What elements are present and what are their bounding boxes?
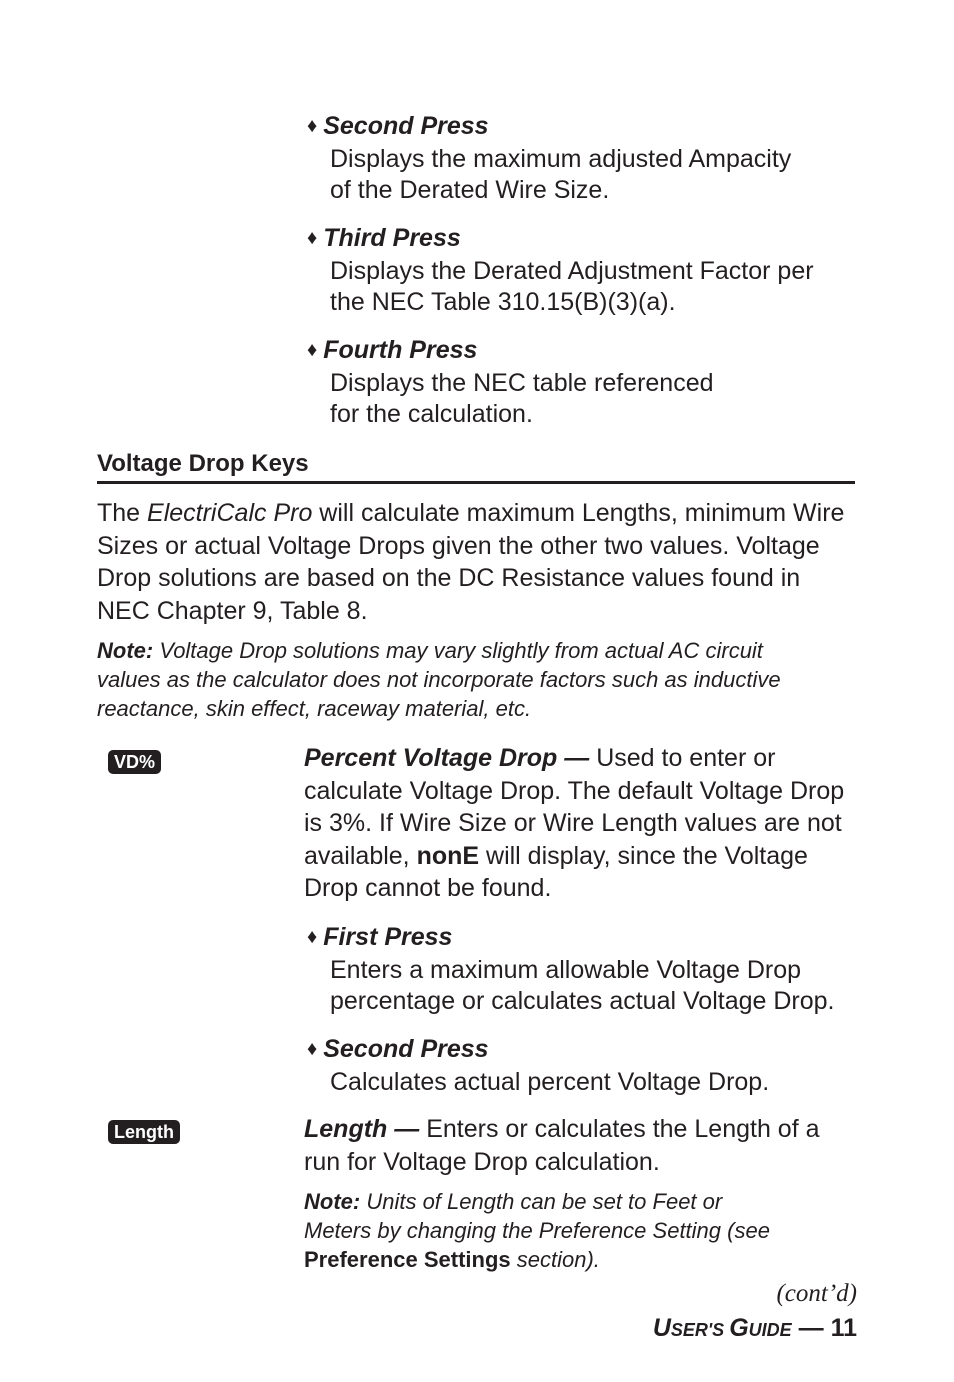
press-item-second-vd — [307, 1034, 769, 1098]
diamond-bullet-icon: ♦ — [307, 926, 318, 948]
note-label: Note: — [97, 638, 154, 663]
press-item-third — [307, 223, 814, 318]
length-note: Note: Units of Length can be set to Feet or Meters by changing the Preference Setting (see Preference Settings section). — [304, 1189, 770, 1272]
press-label: Second Press — [323, 112, 489, 140]
length-key-icon: Length — [108, 1120, 180, 1144]
note-paragraph: Note: Voltage Drop solutions may vary slightly from actual AC circuit values as the calculator does not incorporate factors such as inductive reactance, skin effect, raceway material, etc. — [97, 638, 781, 721]
page-number: 11 — [830, 1314, 857, 1342]
press-text-line: Enters a maximum allowable Voltage Drop — [330, 956, 802, 984]
press-label: Third Press — [323, 224, 461, 252]
page-footer: USER'S GUIDE — 11 — [652, 1314, 857, 1342]
diamond-bullet-icon: ♦ — [307, 1038, 318, 1060]
vd-percent-key-icon: VD% — [108, 750, 161, 774]
intro-paragraph: The ElectriCalc Pro will calculate maximum Lengths, minimum Wire Sizes or actual Voltage Drops given the other two values. Voltage Drop solutions are based on the DC Resistance values found in NEC Chapter 9, Table 8. — [97, 499, 845, 625]
press-item-first — [307, 922, 834, 1017]
press-label: First Press — [323, 923, 453, 951]
continued-marker: (cont’d) — [776, 1280, 857, 1307]
press-label: Second Press — [323, 1035, 489, 1063]
preference-settings-ref: Preference Settings — [304, 1247, 511, 1272]
note-label: Note: — [304, 1189, 361, 1214]
vd-description: Percent Voltage Drop — Used to enter or calculate Voltage Drop. The default Voltage Drop is 3%. If Wire Size or Wire Length values are not available, nonE will display, since the Voltage Drop cannot be found. — [304, 744, 845, 902]
press-text-line: Calculates actual percent Voltage Drop. — [330, 1068, 770, 1096]
diamond-bullet-icon: ♦ — [307, 339, 318, 361]
diamond-bullet-icon: ♦ — [307, 227, 318, 249]
press-text-line: of the Derated Wire Size. — [330, 176, 610, 204]
press-text-line: Displays the NEC table referenced — [330, 369, 714, 397]
press-item-fourth — [307, 335, 714, 430]
length-term: Length — — [304, 1115, 420, 1143]
product-name: ElectriCalc Pro — [147, 499, 313, 527]
none-display-text: nonE — [416, 841, 480, 870]
section-title: Voltage Drop Keys — [97, 450, 309, 477]
press-text-line: the NEC Table 310.15(B)(3)(a). — [330, 288, 676, 316]
diamond-bullet-icon: ♦ — [307, 115, 318, 137]
press-item-second — [307, 111, 791, 206]
length-description: Length — Enters or calculates the Length of a run for Voltage Drop calculation. — [304, 1115, 820, 1176]
press-text-line: for the calculation. — [330, 400, 533, 428]
press-text-line: Displays the Derated Adjustment Factor per — [330, 257, 814, 285]
press-text-line: Displays the maximum adjusted Ampacity — [330, 145, 792, 173]
vd-term: Percent Voltage Drop — — [304, 744, 590, 772]
press-label: Fourth Press — [323, 336, 478, 364]
press-text-line: percentage or calculates actual Voltage Drop. — [330, 987, 835, 1015]
section-divider — [97, 481, 855, 484]
